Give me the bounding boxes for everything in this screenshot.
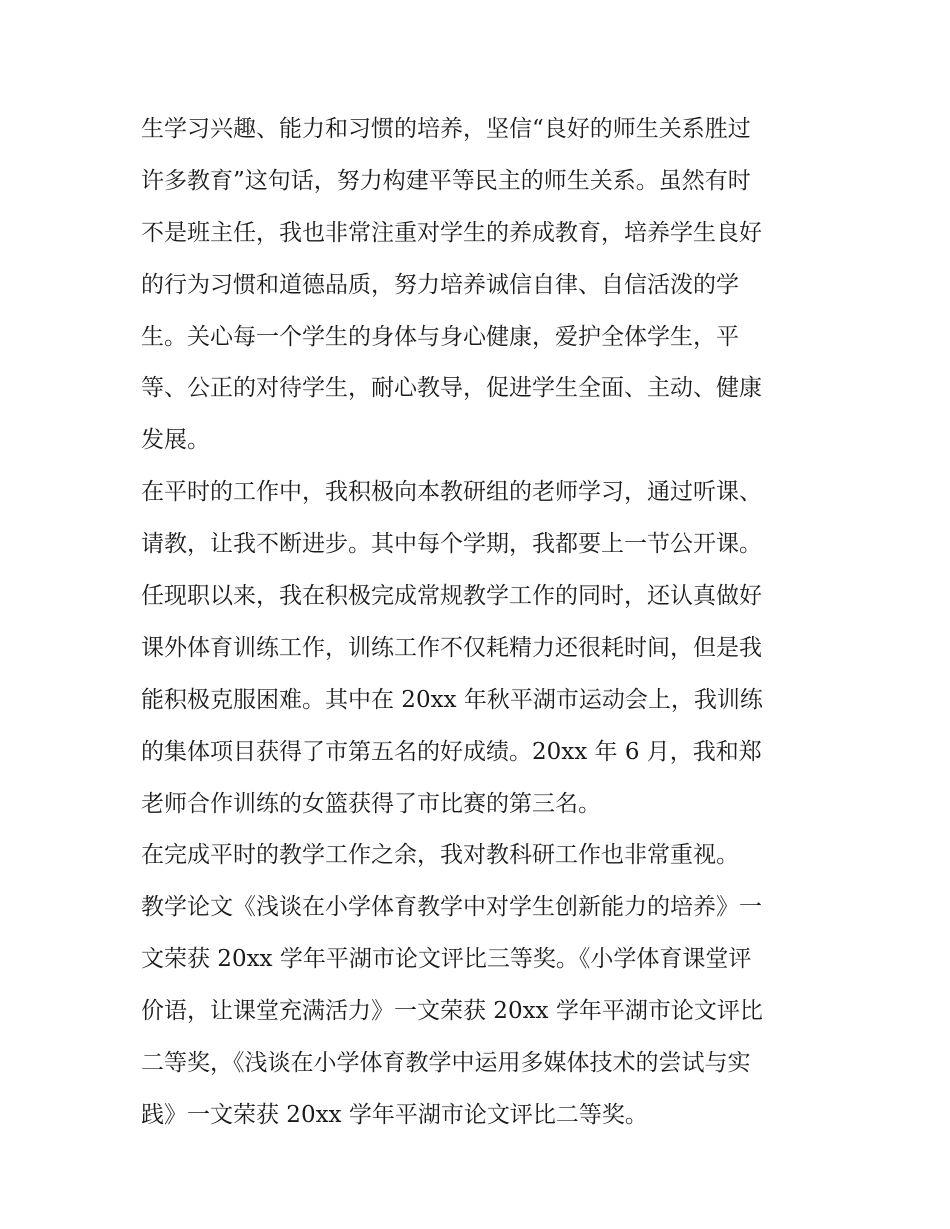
text-line: 能积极克服困难。其中在 20xx 年秋平湖市运动会上，我训练	[141, 686, 763, 713]
text-line: 任现职以来，我在积极完成常规教学工作的同时，还认真做好	[141, 583, 762, 610]
text-line: 不是班主任，我也非常注重对学生的养成教育，培养学生良好	[141, 219, 762, 246]
body-text	[141, 104, 821, 1142]
text-line: 二等奖，《浅谈在小学体育教学中运用多媒体技术的尝试与实	[141, 1050, 751, 1077]
text-line: 教学论文《浅谈在小学体育教学中对学生创新能力的培养》一	[141, 894, 762, 921]
text-line: 在平时的工作中，我积极向本教研组的老师学习，通过听课、	[141, 479, 762, 506]
text-line: 的行为习惯和道德品质，努力培养诚信自律、自信活泼的学	[141, 271, 739, 298]
text-line: 在完成平时的教学工作之余，我对教科研工作也非常重视。	[141, 842, 739, 869]
text-line: 践》一文荣获 20xx 学年平湖市论文评比二等奖。	[141, 1101, 648, 1128]
text-line: 生。关心每一个学生的身体与身心健康，爱护全体学生，平	[141, 323, 739, 350]
text-line: 等、公正的对待学生，耐心教导，促进学生全面、主动、健康	[141, 375, 762, 402]
text-line: 请教，让我不断进步。其中每个学期，我都要上一节公开课。	[141, 531, 762, 558]
text-line: 发展。	[141, 427, 210, 454]
text-line: 价语，让课堂充满活力》一文荣获 20xx 学年平湖市论文评比	[141, 998, 763, 1025]
text-line: 老师合作训练的女篮获得了市比赛的第三名。	[141, 790, 601, 817]
text-line: 生学习兴趣、能力和习惯的培养，坚信“良好的师生关系胜过	[141, 116, 751, 142]
text-line: 文荣获 20xx 学年平湖市论文评比三等奖。《小学体育课堂评	[141, 946, 752, 973]
text-line: 课外体育训练工作，训练工作不仅耗精力还很耗时间，但是我	[141, 634, 762, 661]
text-line: 的集体项目获得了市第五名的好成绩。20xx 年 6 月，我和郑	[141, 738, 762, 765]
text-line: 许多教育”这句话，努力构建平等民主的师生关系。虽然有时	[141, 167, 751, 194]
